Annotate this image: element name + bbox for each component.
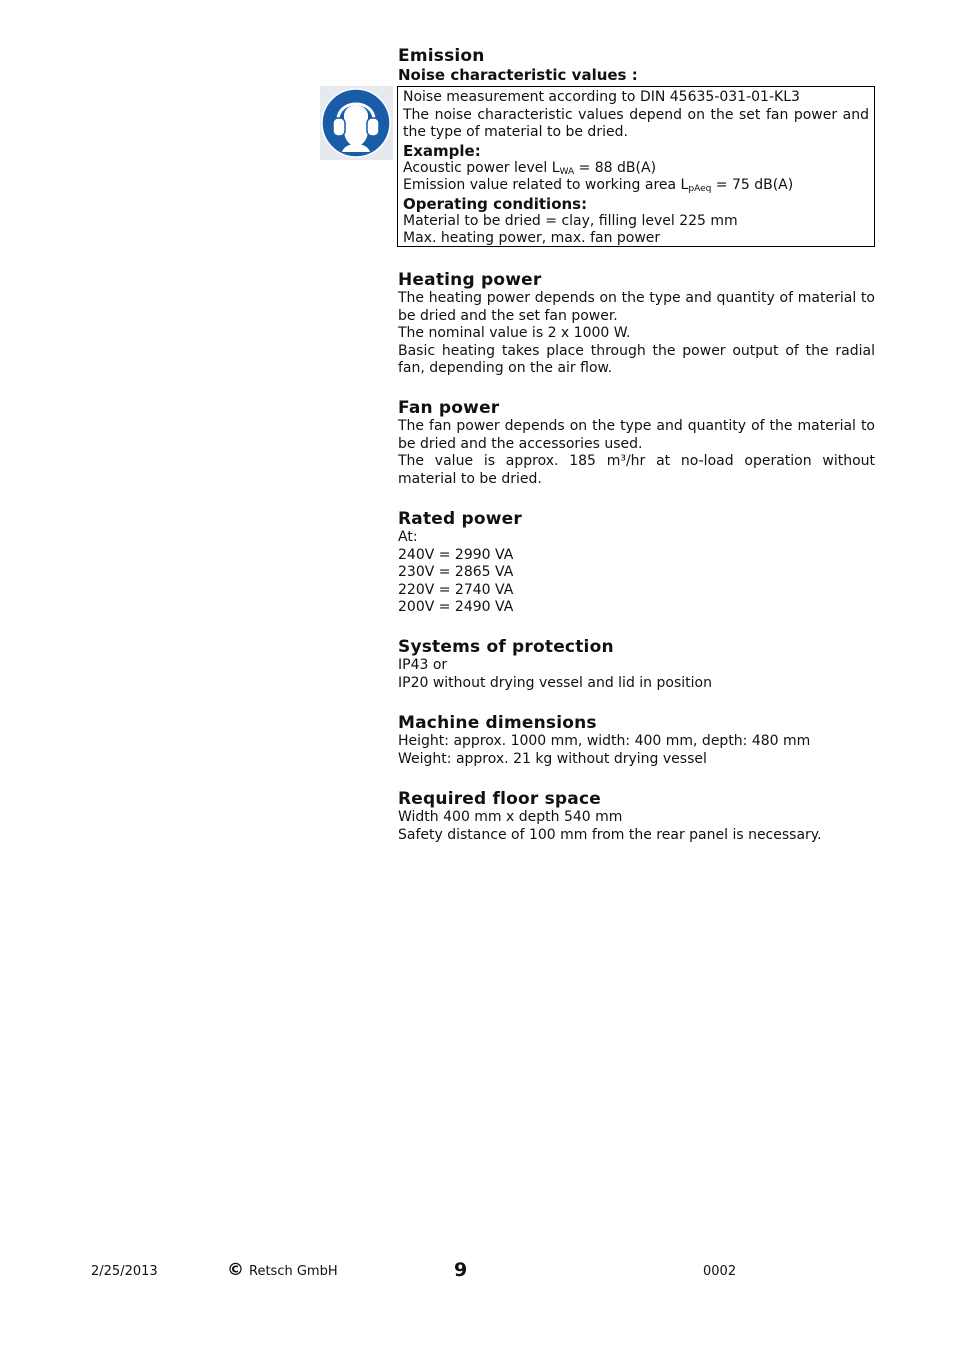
heating-section [398, 270, 875, 378]
heating-text-1: The heating power depends on the type and quantity of material to be dried and the set fan power. [398, 290, 875, 324]
dimensions-line: Weight: approx. 21 kg without drying vessel [398, 750, 707, 767]
rated-intro: At: [398, 529, 418, 545]
acoustic-power-level: Acoustic power level $L_{WA} = 88$ dB(A) [403, 159, 657, 177]
rated-line: 230V = 2865 VA [398, 564, 514, 580]
heating-text-3: Basic heating takes place through the power output of the radial fan, depending on the air flow. [398, 342, 875, 376]
footer-code: 0002 [703, 1264, 737, 1279]
dimensions-line: Height: approx. 1000 mm, width: 400 mm, depth: 480 mm [398, 733, 811, 749]
floor-line: Safety distance of 100 mm from the rear panel is necessary. [398, 826, 822, 843]
emission-value: Emission value related to working area $L_{pAeq} = 75$ dB(A) [403, 177, 794, 194]
dimensions-title: Machine dimensions [398, 713, 597, 733]
example-label: Example: [403, 141, 481, 160]
emission-title: Emission [398, 46, 485, 66]
protection-title: Systems of protection [398, 637, 614, 657]
dimensions-section [398, 713, 875, 768]
protection-section [398, 637, 875, 692]
fan-text-1: The fan power depends on the type and quantity of the material to be dried and the accessories used. [398, 418, 875, 452]
fan-title: Fan power [398, 398, 500, 418]
noise-subtitle: Noise characteristic values : [398, 66, 638, 84]
rated-line: 200V = 2490 VA [398, 599, 514, 615]
floor-section [398, 789, 875, 844]
footer-date: 2/25/2013 [91, 1264, 158, 1279]
footer-company: Retsch GmbH [249, 1264, 338, 1279]
page-number: 9 [454, 1259, 468, 1281]
floor-line: Width 400 mm x depth 540 mm [398, 809, 623, 825]
conditions-power: Max. heating power, max. fan power [403, 230, 661, 246]
copyright-icon: © [227, 1260, 244, 1280]
noise-values-box [397, 86, 875, 247]
floor-title: Required floor space [398, 789, 601, 809]
rated-title: Rated power [398, 509, 522, 529]
noise-depend-text: The noise characteristic values depend on the set fan power and the type of material to be dried. [403, 106, 869, 140]
heating-text-2: The nominal value is 2 x 1000 W. [398, 325, 631, 341]
fan-section [398, 398, 875, 488]
rated-line: 220V = 2740 VA [398, 581, 514, 598]
ear-protection-icon [320, 86, 393, 160]
protection-line: IP43 or [398, 657, 448, 673]
fan-text-2: The value is approx. 185 m³/hr at no-load operation without material to be dried. [398, 453, 875, 487]
heating-title: Heating power [398, 270, 542, 290]
measurement-standard: Noise measurement according to DIN 45635-031-01-KL3 [403, 89, 800, 105]
conditions-label: Operating conditions: [403, 194, 588, 213]
conditions-material: Material to be dried = clay, filling level 225 mm [403, 212, 738, 229]
emission-section [398, 46, 875, 84]
rated-section [398, 509, 875, 617]
protection-line: IP20 without drying vessel and lid in position [398, 674, 712, 691]
rated-line: 240V = 2990 VA [398, 546, 514, 563]
